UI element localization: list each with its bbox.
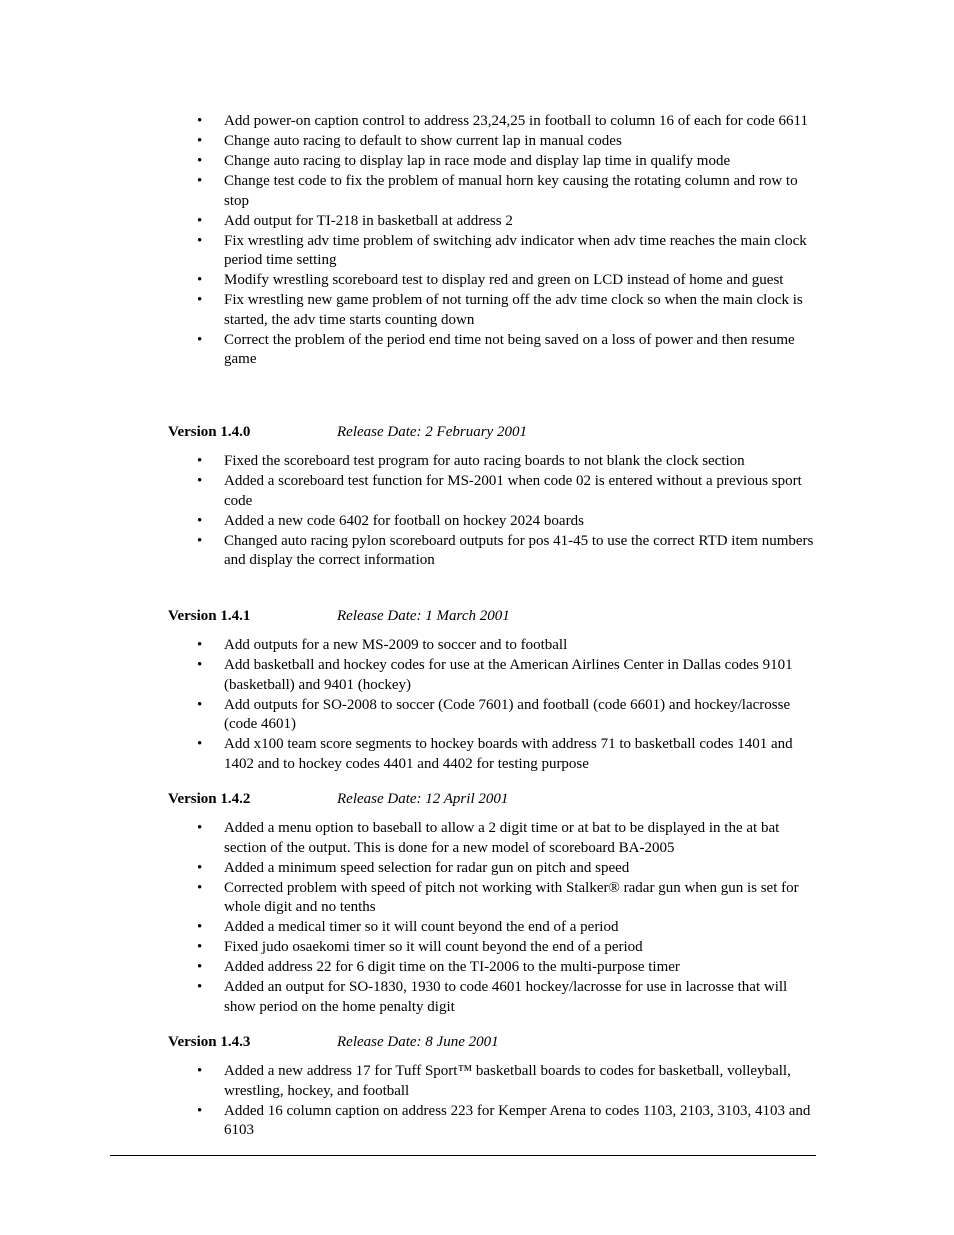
version-label: Version 1.4.3 — [168, 1034, 251, 1050]
list-item-text: Added a scoreboard test function for MS-2001 when code 02 is entered without a previous sport code — [224, 473, 802, 509]
bullet-icon: • — [197, 272, 203, 288]
list-item — [195, 735, 820, 774]
release-date: Release Date: 2 February 2001 — [337, 424, 527, 440]
list-item — [195, 232, 820, 271]
list-item — [195, 512, 820, 532]
bullet-list-1-4-3 — [195, 1062, 820, 1141]
list-item-text: Added a medical timer so it will count beyond the end of a period — [224, 919, 619, 935]
bullet-icon: • — [197, 453, 203, 469]
list-item-text: Add power-on caption control to address 23,24,25 in football to column 16 of each for code 6611 — [224, 113, 809, 129]
list-item — [195, 819, 820, 858]
bullet-icon: • — [197, 879, 203, 896]
list-item-text: Correct the problem of the period end time not being saved on a loss of power and then resume game — [224, 331, 795, 367]
bullet-icon: • — [197, 153, 203, 169]
bullet-icon: • — [197, 637, 203, 653]
list-item — [195, 879, 820, 918]
list-item-text: Corrected problem with speed of pitch not working with Stalker® radar gun when gun is set for whole digit and no tenths — [224, 879, 799, 915]
list-item-text: Modify wrestling scoreboard test to display red and green on LCD instead of home and guest — [224, 272, 784, 288]
list-item — [195, 656, 820, 695]
list-item — [195, 938, 820, 958]
list-item-text: Change auto racing to default to show current lap in manual codes — [224, 133, 622, 149]
list-item-text: Added address 22 for 6 digit time on the TI-2006 to the multi-purpose timer — [224, 959, 680, 975]
bullet-list-1-4-1 — [195, 636, 820, 775]
bullet-list-1-4-0 — [195, 452, 820, 571]
list-item — [195, 918, 820, 938]
list-item-text: Add basketball and hockey codes for use at the American Airlines Center in Dallas codes 9101 (basketball) and 9401 (hockey) — [224, 657, 793, 693]
list-item — [195, 331, 820, 370]
bullet-icon: • — [197, 859, 203, 876]
list-item — [195, 1102, 820, 1141]
bullet-list-1-4-2 — [195, 819, 820, 1018]
version-header — [168, 607, 818, 627]
list-item — [195, 978, 820, 1017]
bullet-icon: • — [197, 979, 203, 995]
list-item — [195, 636, 820, 656]
list-item — [195, 152, 820, 172]
bullet-icon: • — [197, 657, 203, 673]
list-item — [195, 172, 820, 211]
list-item-text: Add outputs for SO-2008 to soccer (Code 7601) and football (code 6601) and hockey/lacrosse (code 4601) — [224, 696, 791, 732]
footer-divider — [110, 1155, 816, 1156]
bullet-icon: • — [197, 133, 203, 149]
bullet-icon: • — [197, 959, 203, 975]
list-item-text: Added an output for SO-1830, 1930 to code 4601 hockey/lacrosse for use in lacrosse that will show period on the home penalty digit — [224, 979, 788, 1015]
bullet-icon: • — [197, 919, 203, 935]
bullet-icon: • — [197, 292, 203, 308]
list-item-text: Change test code to fix the problem of manual horn key causing the rotating column and row to stop — [224, 173, 798, 209]
bullet-icon: • — [197, 473, 203, 489]
list-item-text: Fixed the scoreboard test program for auto racing boards to not blank the clock section — [224, 453, 745, 469]
list-item — [195, 859, 820, 879]
list-item — [195, 532, 820, 571]
release-date: Release Date: 8 June 2001 — [337, 1034, 499, 1050]
bullet-icon: • — [197, 212, 203, 229]
bullet-icon: • — [197, 696, 203, 713]
list-item — [195, 1062, 820, 1101]
release-date: Release Date: 12 April 2001 — [337, 791, 509, 807]
list-item — [195, 958, 820, 978]
list-item-text: Add output for TI-218 in basketball at address 2 — [224, 212, 513, 229]
list-item-text: Added 16 column caption on address 223 for Kemper Arena to codes 1103, 2103, 3103, 4103 and 6103 — [224, 1102, 811, 1138]
bullet-icon: • — [197, 512, 203, 529]
release-date: Release Date: 1 March 2001 — [337, 608, 510, 624]
bullet-icon: • — [197, 939, 203, 955]
list-item-text: Added a menu option to baseball to allow a 2 digit time or at bat to be displayed in the at bat section of the output. This is done for a new model of scoreboard BA-2005 — [224, 820, 780, 856]
bullet-icon: • — [197, 1102, 203, 1119]
list-item-text: Fixed judo osaekomi timer so it will count beyond the end of a period — [224, 939, 643, 955]
list-item-text: Changed auto racing pylon scoreboard outputs for pos 41-45 to use the correct RTD item numbers and display the correct information — [224, 532, 814, 568]
bullet-icon: • — [197, 173, 203, 189]
bullet-icon: • — [197, 113, 203, 129]
list-item — [195, 212, 820, 232]
list-item — [195, 271, 820, 291]
version-label: Version 1.4.0 — [168, 424, 251, 440]
list-item-text: Change auto racing to display lap in race mode and display lap time in qualify mode — [224, 153, 731, 169]
bullet-icon: • — [197, 820, 203, 836]
bullet-icon: • — [197, 1063, 203, 1079]
list-item-text: Add outputs for a new MS-2009 to soccer and to football — [224, 637, 568, 653]
list-item — [195, 472, 820, 511]
version-header — [168, 790, 818, 810]
list-item — [195, 132, 820, 152]
version-label: Version 1.4.1 — [168, 608, 251, 624]
list-item — [195, 112, 820, 132]
list-item — [195, 696, 820, 735]
bullet-icon: • — [197, 532, 203, 549]
list-item — [195, 452, 820, 472]
version-header — [168, 423, 818, 443]
bullet-icon: • — [197, 331, 203, 348]
list-item-text: Added a minimum speed selection for radar gun on pitch and speed — [224, 859, 630, 876]
list-item-text: Added a new code 6402 for football on hockey 2024 boards — [224, 512, 584, 529]
list-item-text: Add x100 team score segments to hockey boards with address 71 to basketball codes 1401 and 1402 and to hockey codes 4401 and 4402 for testing purpose — [224, 736, 793, 772]
bullet-list-top — [195, 112, 820, 370]
bullet-icon: • — [197, 736, 203, 752]
bullet-icon: • — [197, 232, 203, 249]
list-item — [195, 291, 820, 330]
version-header — [168, 1033, 818, 1053]
list-item-text: Fix wrestling adv time problem of switching adv indicator when adv time reaches the main clock period time setting — [224, 232, 807, 268]
list-item-text: Fix wrestling new game problem of not turning off the adv time clock so when the main clock is started, the adv time starts counting down — [224, 292, 803, 328]
list-item-text: Added a new address 17 for Tuff Sport™ basketball boards to codes for basketball, volleyball, wrestling, hockey, and football — [224, 1063, 791, 1099]
version-label: Version 1.4.2 — [168, 791, 251, 807]
